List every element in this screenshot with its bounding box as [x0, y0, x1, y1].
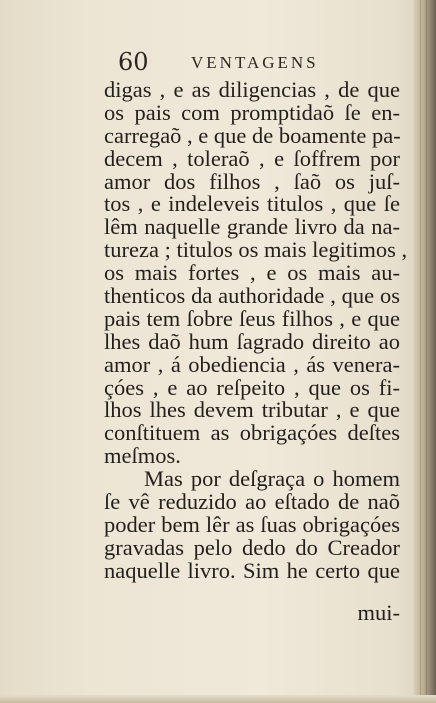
catchword: mui-	[357, 600, 400, 625]
page-stack-edge	[414, 0, 436, 703]
running-title: VENTAGENS	[191, 53, 319, 72]
text-line: lhos lhes devem tributar , e que	[104, 397, 400, 423]
text-line: digas , e as diligencias , de que	[104, 77, 400, 102]
text-line: os mais fortes , e os mais au-	[104, 260, 400, 286]
text-line: pais tem ſobre ſeus filhos , e que	[104, 305, 400, 331]
text-line: lêm naquelle grande livro da na-	[104, 214, 400, 240]
text-line: ſe vê reduzido ao eſtado de naõ	[104, 489, 400, 515]
text-line: thenticos da authoridade , que os	[104, 283, 400, 309]
text-line: carregaõ , e que de boamente pa-	[104, 122, 401, 148]
body-text	[104, 77, 408, 583]
text-line: os pais com promptidaõ ſe en-	[104, 99, 400, 125]
text-line: lhes daõ hum ſagrado direito ao	[104, 328, 400, 354]
text-line: gravadas pelo dedo do Creador	[104, 534, 400, 560]
text-line: tureza ; titulos os mais legitimos ,	[104, 237, 408, 263]
text-line: poder bem lêr as ſuas obrigaçóes	[104, 511, 400, 537]
page-number: 60	[118, 48, 149, 76]
page-bottom-edge	[0, 695, 436, 703]
paragraph-start-line: Mas por deſgraça o homem	[144, 466, 400, 492]
text-line: naquelle livro. Sim he certo que	[104, 557, 400, 583]
text-line: amor , á obediencia , ás venera-	[104, 351, 400, 377]
paragraph-end-line: meſmos.	[104, 443, 181, 469]
running-head	[0, 47, 436, 77]
text-line: conſtituem as obrigaçóes deſtes	[104, 420, 400, 446]
text-line: decem , toleraõ , e ſoffrem por	[104, 145, 400, 171]
text-line: tos , e indeleveis titulos , que ſe	[104, 191, 400, 217]
text-line: çóes , e ao reſpeito , que os fi-	[104, 374, 400, 400]
text-line: amor dos filhos , ſaõ os juſ-	[104, 168, 400, 194]
